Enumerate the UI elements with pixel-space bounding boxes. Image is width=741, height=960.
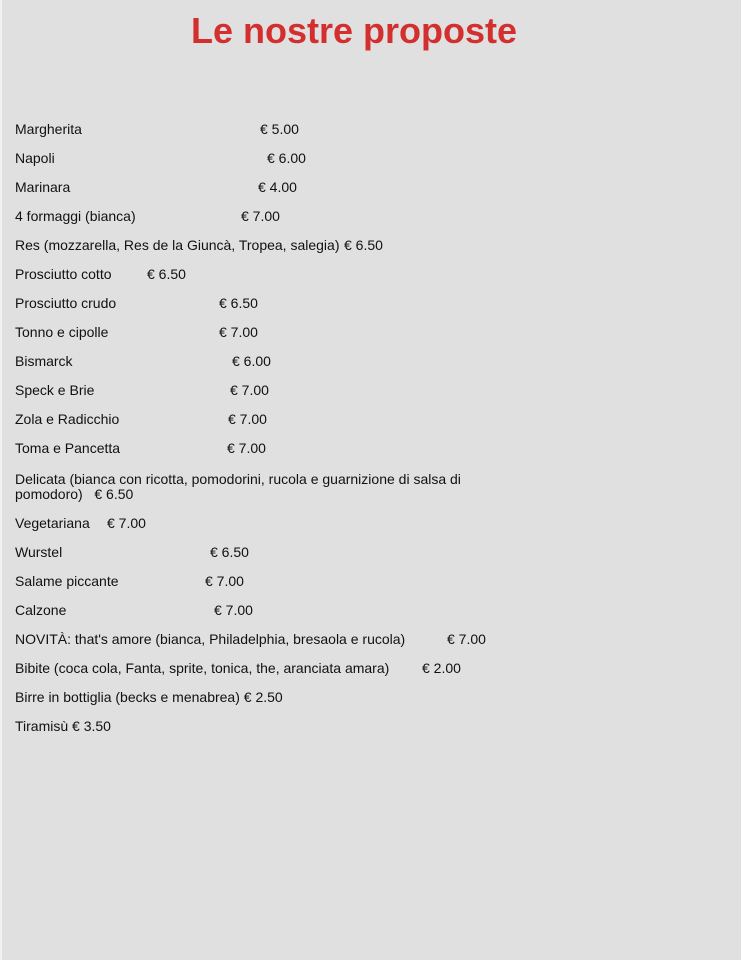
item-name: Marinara bbox=[15, 179, 71, 195]
item-price: € 7.00 bbox=[219, 324, 258, 340]
item-price: € 7.00 bbox=[214, 602, 253, 618]
item-name: Delicata (bianca con ricotta, pomodorini, rucola e guarnizione di salsa di pomodoro) bbox=[15, 471, 461, 502]
item-name: Speck e Brie bbox=[15, 382, 95, 398]
menu-item bbox=[15, 238, 495, 253]
item-price: € 4.00 bbox=[258, 179, 297, 195]
item-name: Prosciutto cotto bbox=[15, 266, 112, 282]
menu-item bbox=[15, 267, 495, 282]
item-name: 4 formaggi (bianca) bbox=[15, 208, 136, 224]
item-name: NOVITÀ: that's amore (bianca, Philadelphia, bresaola e rucola) bbox=[15, 631, 406, 647]
menu-item bbox=[15, 151, 495, 166]
item-name: Res (mozzarella, Res de la Giuncà, Tropea, salegia) bbox=[15, 237, 340, 253]
page-title: Le nostre proposte bbox=[190, 10, 518, 51]
menu-item bbox=[15, 632, 495, 647]
item-price: € 7.00 bbox=[228, 411, 267, 427]
item-price: € 7.00 bbox=[107, 515, 146, 531]
item-price: € 6.50 bbox=[94, 486, 134, 502]
item-name: Tonno e cipolle bbox=[15, 324, 109, 340]
menu-item bbox=[15, 661, 495, 676]
item-price: € 5.00 bbox=[260, 121, 299, 137]
item-name: Prosciutto crudo bbox=[15, 295, 117, 311]
menu-item bbox=[15, 209, 495, 224]
item-price: € 6.50 bbox=[344, 237, 383, 253]
item-price: € 6.50 bbox=[210, 544, 249, 560]
menu-item bbox=[15, 719, 495, 734]
menu-item bbox=[15, 516, 495, 531]
item-price: € 7.00 bbox=[230, 382, 269, 398]
item-price: € 7.00 bbox=[227, 440, 266, 456]
menu-item bbox=[15, 122, 495, 137]
item-name: Calzone bbox=[15, 602, 67, 618]
menu-item bbox=[15, 325, 495, 340]
item-name: Napoli bbox=[15, 150, 55, 166]
item-price: € 3.50 bbox=[72, 718, 111, 734]
item-name: Salame piccante bbox=[15, 573, 119, 589]
menu-item bbox=[15, 603, 495, 618]
item-name: Tiramisù bbox=[15, 718, 69, 734]
item-name: Vegetariana bbox=[15, 515, 90, 531]
menu-item bbox=[15, 296, 495, 311]
menu-item bbox=[15, 354, 495, 369]
item-price: € 2.50 bbox=[243, 689, 283, 705]
item-name: Bismarck bbox=[15, 353, 73, 369]
item-name: Bibite (coca cola, Fanta, sprite, tonica, the, aranciata amara) bbox=[15, 660, 390, 676]
item-price: € 6.00 bbox=[267, 150, 306, 166]
item-name: Zola e Radicchio bbox=[15, 411, 120, 427]
page-edge bbox=[0, 0, 2, 960]
menu-item bbox=[15, 441, 495, 456]
item-name: Toma e Pancetta bbox=[15, 440, 121, 456]
item-name: Wurstel bbox=[15, 544, 63, 560]
menu-item bbox=[15, 690, 495, 705]
menu-item bbox=[15, 180, 495, 195]
item-price: € 7.00 bbox=[241, 208, 280, 224]
item-price: € 6.50 bbox=[147, 266, 186, 282]
item-price: € 2.00 bbox=[422, 660, 461, 676]
item-price: € 7.00 bbox=[205, 573, 244, 589]
item-name: Margherita bbox=[15, 121, 82, 137]
menu-item bbox=[15, 383, 495, 398]
menu-item bbox=[15, 545, 495, 560]
item-price: € 7.00 bbox=[447, 631, 486, 647]
item-price: € 6.50 bbox=[219, 295, 258, 311]
item-name: Birre in bottiglia (becks e menabrea) bbox=[15, 689, 240, 705]
menu-item bbox=[15, 412, 495, 427]
item-price: € 6.00 bbox=[232, 353, 271, 369]
menu-item bbox=[15, 472, 475, 502]
menu-item bbox=[15, 574, 495, 589]
